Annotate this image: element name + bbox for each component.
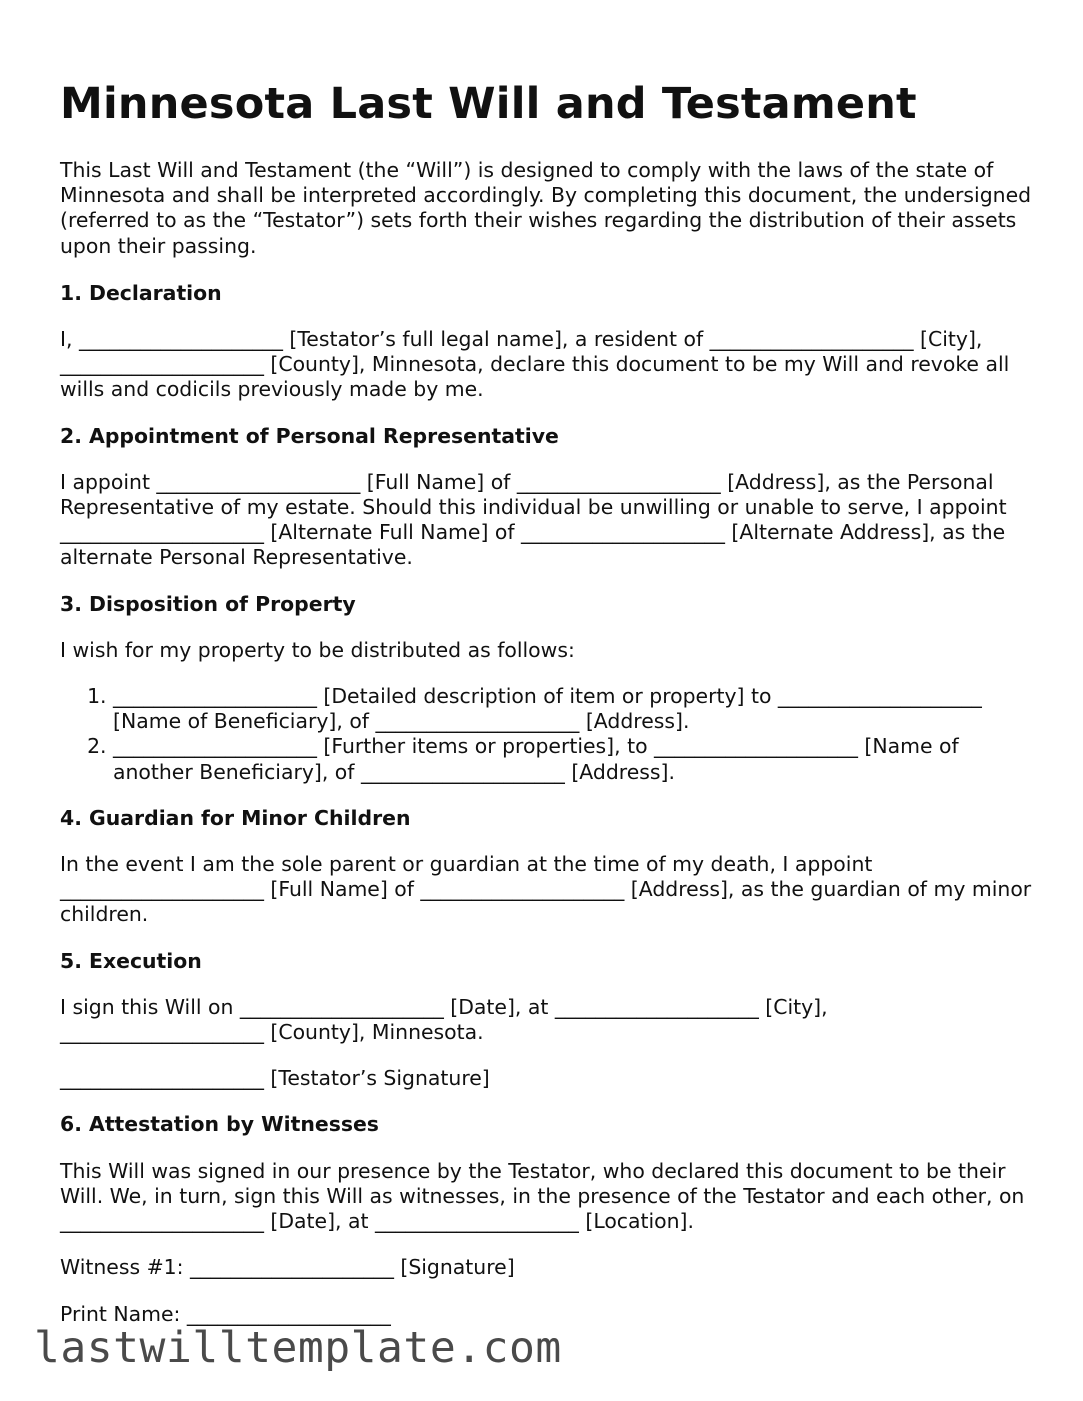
property-list: [60, 684, 1035, 785]
section-heading-attestation: 6. Attestation by Witnesses: [60, 1112, 379, 1137]
section-heading-declaration: 1. Declaration: [60, 280, 222, 305]
property-paragraph: I wish for my property to be distributed as follows:: [60, 637, 575, 662]
section-heading-guardian: 4. Guardian for Minor Children: [60, 805, 411, 830]
document-page: [60, 78, 1035, 1327]
testator-signature-line: ____________________ [Testator’s Signature]: [60, 1066, 490, 1091]
section-heading-execution: 5. Execution: [60, 948, 202, 973]
witness-1-signature-line: Witness #1: ____________________ [Signature]: [60, 1255, 515, 1280]
document-title: Minnesota Last Will and Testament: [60, 79, 917, 129]
list-item: 1. ____________________ [Detailed description of item or property] to ____________________ [Name of Beneficiary], of ____________________ [Address].: [113, 684, 1035, 734]
watermark: lastwilltemplate.com: [34, 1323, 562, 1373]
section-heading-representative: 2. Appointment of Personal Representative: [60, 423, 559, 448]
witness-1-print-name-line: Print Name: ____________________: [60, 1301, 391, 1326]
section-heading-property: 3. Disposition of Property: [60, 591, 356, 616]
list-item: 2. ____________________ [Further items or properties], to ____________________ [Name of another Beneficiary], of ____________________ [Address].: [113, 734, 1035, 784]
guardian-paragraph: In the event I am the sole parent or guardian at the time of my death, I appoint ____________________ [Full Name] of ____________________ [Address], as the guardian of my minor children.: [60, 852, 1032, 927]
declaration-paragraph: I, ____________________ [Testator’s full legal name], a resident of ____________________ [City], ____________________ [County], Minnesota, declare this document to be my Will and revoke all wills and codicils previously made by me.: [60, 327, 1010, 402]
execution-paragraph: I sign this Will on ____________________ [Date], at ____________________ [City], ____________________ [County], Minnesota.: [60, 994, 828, 1045]
intro-paragraph: This Last Will and Testament (the “Will”) is designed to comply with the laws of the state of Minnesota and shall be interpreted accordingly. By completing this document, the undersigned (referred to as the “Testator”) sets forth their wishes regarding the distribution of their assets upon their passing.: [60, 158, 1032, 258]
representative-paragraph: I appoint ____________________ [Full Name] of ____________________ [Address], as the Personal Representative of my estate. Should this individual be unwilling or unable to serve, I appoint ____________________ [Alternate Full Name] of ____________________ [Alternate Address], as the alternate Personal Representative.: [60, 469, 1007, 570]
attestation-paragraph: This Will was signed in our presence by the Testator, who declared this document to be their Will. We, in turn, sign this Will as witnesses, in the presence of the Testator and each other, on ____________________ [Date], at ____________________ [Location].: [60, 1158, 1025, 1234]
